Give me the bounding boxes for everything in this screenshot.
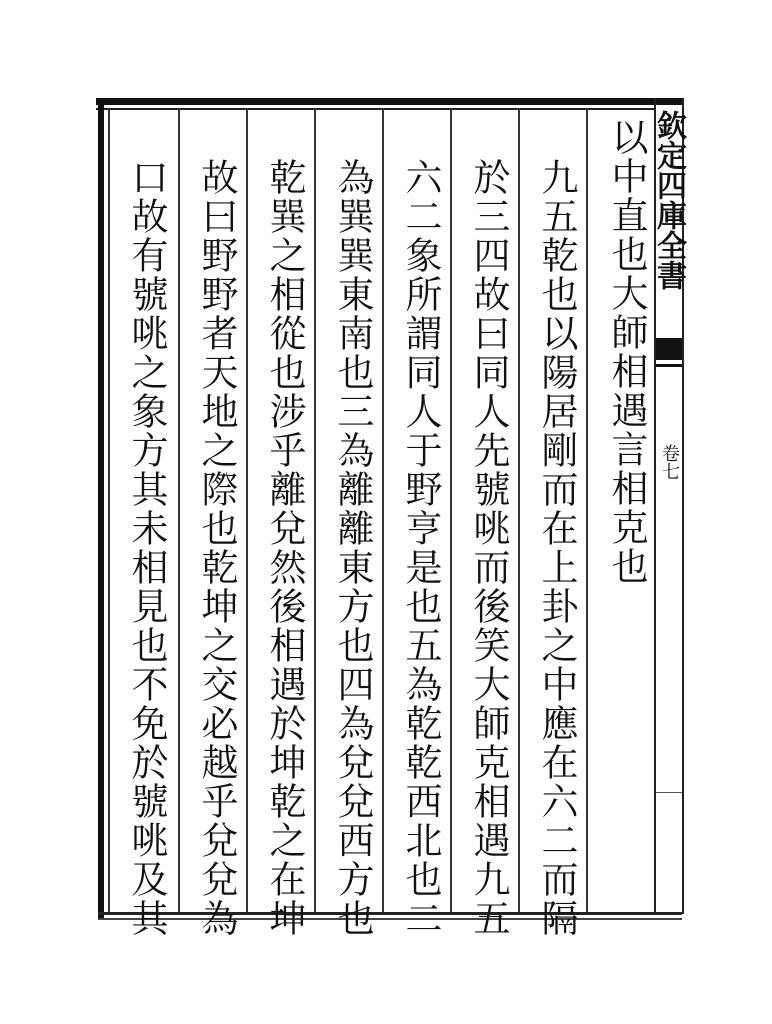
frame-inner-top-border [96, 108, 656, 110]
column-divider [518, 108, 520, 912]
column-divider [450, 108, 452, 912]
text-column-7: 故曰野野者天地之際也乾坤之交必越乎兌兌為 [195, 158, 238, 938]
text-column-1: 以中直也大師相遇言相克也 [605, 118, 648, 586]
fishtail-line [656, 364, 682, 367]
column-divider [178, 108, 180, 912]
fishtail-mark [656, 338, 682, 360]
text-column-8: 口故有號咷之象方其未相見也不免於號咷及其 [125, 158, 168, 938]
frame-left-border [98, 98, 104, 920]
text-column-5: 為巽巽東南也三為離離東方也四為兌兌西方也 [331, 158, 374, 938]
column-divider [314, 108, 316, 912]
column-divider [382, 108, 384, 912]
margin-book-title: 欽定四庫全書 [651, 110, 686, 290]
text-column-4: 六二象所謂同人于野亨是也五為乾乾西北也二 [399, 158, 442, 938]
text-column-2: 九五乾也以陽居剛而在上卦之中應在六二而隔 [535, 158, 578, 938]
frame-inner-left-border [108, 108, 110, 914]
margin-volume-label: 卷七 [659, 444, 680, 480]
frame-top-border [96, 98, 682, 105]
text-column-3: 於三四故曰同人先號咷而後笑大師克相遇九五 [467, 158, 510, 938]
text-column-6: 乾巽之相從也涉乎離兌然後相遇於坤乾之在坤 [263, 158, 306, 938]
column-divider [586, 108, 588, 912]
margin-tick [656, 792, 682, 793]
column-divider [246, 108, 248, 912]
